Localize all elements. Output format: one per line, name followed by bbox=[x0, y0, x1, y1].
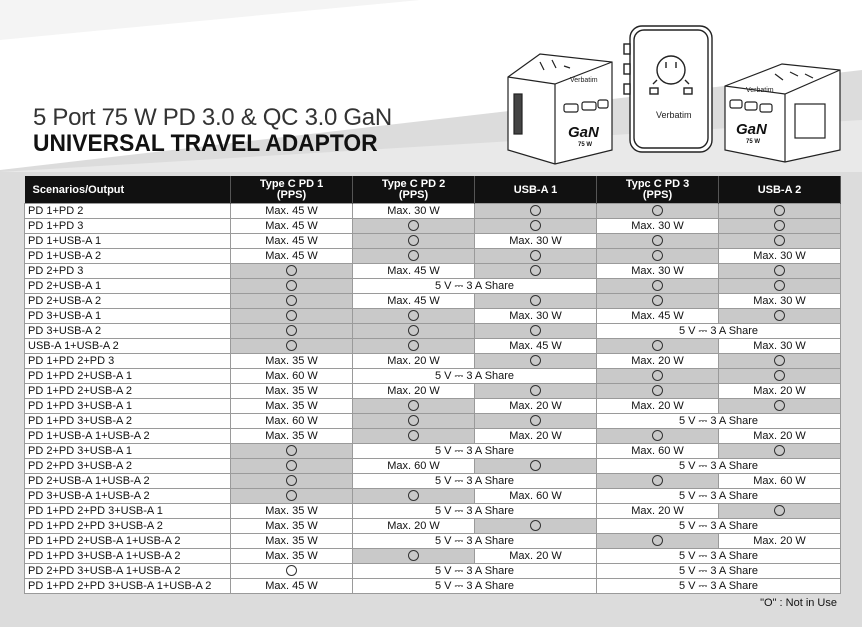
table-row bbox=[25, 504, 841, 519]
not-in-use-cell bbox=[475, 324, 597, 339]
output-value-cell: Max. 60 W bbox=[597, 444, 719, 459]
not-in-use-cell bbox=[353, 549, 475, 564]
not-in-use-cell bbox=[475, 414, 597, 429]
not-in-use-cell bbox=[231, 264, 353, 279]
table-row bbox=[25, 339, 841, 354]
output-value-cell: Max. 60 W bbox=[353, 459, 475, 474]
not-in-use-circle-icon bbox=[652, 475, 663, 486]
not-in-use-circle-icon bbox=[286, 340, 297, 351]
not-in-use-circle-icon bbox=[652, 235, 663, 246]
table-row bbox=[25, 579, 841, 594]
output-value-cell: Max. 35 W bbox=[231, 354, 353, 369]
not-in-use-cell bbox=[353, 429, 475, 444]
not-in-use-circle-icon bbox=[286, 490, 297, 501]
not-in-use-cell bbox=[231, 339, 353, 354]
not-in-use-circle-icon bbox=[408, 430, 419, 441]
not-in-use-cell bbox=[353, 489, 475, 504]
not-in-use-circle-icon bbox=[286, 310, 297, 321]
brand-text-right: Verbatim bbox=[746, 87, 774, 94]
output-value-cell: Max. 30 W bbox=[719, 294, 841, 309]
not-in-use-cell bbox=[597, 369, 719, 384]
not-in-use-cell bbox=[719, 504, 841, 519]
output-value-cell: Max. 20 W bbox=[475, 399, 597, 414]
output-value-cell: Max. 30 W bbox=[597, 219, 719, 234]
output-value-cell: Max. 45 W bbox=[597, 309, 719, 324]
not-in-use-cell bbox=[597, 429, 719, 444]
not-in-use-circle-icon bbox=[530, 250, 541, 261]
column-header: USB-A 1 bbox=[475, 176, 597, 204]
column-header: USB-A 2 bbox=[719, 176, 841, 204]
not-in-use-cell bbox=[475, 264, 597, 279]
not-in-use-circle-icon bbox=[286, 565, 297, 576]
scenario-label: PD 3+USB-A 1+USB-A 2 bbox=[25, 489, 231, 504]
table-row bbox=[25, 519, 841, 534]
scenario-label: PD 1+PD 3 bbox=[25, 219, 231, 234]
not-in-use-cell bbox=[475, 354, 597, 369]
not-in-use-circle-icon bbox=[408, 220, 419, 231]
not-in-use-circle-icon bbox=[408, 340, 419, 351]
output-value-cell: Max. 20 W bbox=[353, 519, 475, 534]
not-in-use-cell bbox=[231, 489, 353, 504]
not-in-use-circle-icon bbox=[652, 280, 663, 291]
table-row bbox=[25, 204, 841, 219]
output-value-cell: Max. 30 W bbox=[475, 234, 597, 249]
not-in-use-cell bbox=[475, 519, 597, 534]
adapter-middle-image bbox=[624, 26, 712, 152]
not-in-use-circle-icon bbox=[286, 325, 297, 336]
gan-logo-right: GaN bbox=[736, 121, 767, 138]
scenario-label: PD 2+USB-A 2 bbox=[25, 294, 231, 309]
output-value-cell: Max. 20 W bbox=[597, 399, 719, 414]
not-in-use-cell bbox=[231, 459, 353, 474]
product-illustration bbox=[500, 22, 845, 167]
not-in-use-circle-icon bbox=[408, 235, 419, 246]
not-in-use-cell bbox=[475, 384, 597, 399]
not-in-use-cell bbox=[353, 309, 475, 324]
not-in-use-cell bbox=[719, 219, 841, 234]
column-header: Type C PD 1 (PPS) bbox=[231, 176, 353, 204]
output-value-cell: 5 V ⎓ 3 A Share bbox=[353, 504, 597, 519]
scenario-label: PD 1+PD 2+USB-A 1+USB-A 2 bbox=[25, 534, 231, 549]
not-in-use-cell bbox=[475, 219, 597, 234]
not-in-use-cell bbox=[231, 564, 353, 579]
not-in-use-cell bbox=[597, 204, 719, 219]
output-value-cell: Max. 45 W bbox=[353, 294, 475, 309]
scenario-label: PD 2+USB-A 1+USB-A 2 bbox=[25, 474, 231, 489]
scenario-label: PD 2+PD 3+USB-A 2 bbox=[25, 459, 231, 474]
not-in-use-cell bbox=[475, 204, 597, 219]
not-in-use-circle-icon bbox=[652, 535, 663, 546]
not-in-use-cell bbox=[353, 324, 475, 339]
column-header: Type C PD 2 (PPS) bbox=[353, 176, 475, 204]
table-row bbox=[25, 234, 841, 249]
output-value-cell: Max. 30 W bbox=[719, 249, 841, 264]
not-in-use-cell bbox=[719, 204, 841, 219]
not-in-use-cell bbox=[719, 309, 841, 324]
not-in-use-cell bbox=[719, 369, 841, 384]
output-value-cell: Max. 35 W bbox=[231, 519, 353, 534]
not-in-use-circle-icon bbox=[652, 430, 663, 441]
adapter-left-image bbox=[508, 54, 612, 164]
brand-text-middle: Verbatim bbox=[656, 110, 692, 120]
not-in-use-circle-icon bbox=[530, 355, 541, 366]
output-value-cell: 5 V ⎓ 3 A Share bbox=[597, 489, 841, 504]
not-in-use-cell bbox=[597, 474, 719, 489]
output-value-cell: 5 V ⎓ 3 A Share bbox=[597, 579, 841, 594]
not-in-use-circle-icon bbox=[652, 205, 663, 216]
table-row bbox=[25, 489, 841, 504]
not-in-use-cell bbox=[597, 234, 719, 249]
output-value-cell: Max. 20 W bbox=[597, 354, 719, 369]
table-row bbox=[25, 219, 841, 234]
not-in-use-circle-icon bbox=[286, 280, 297, 291]
not-in-use-circle-icon bbox=[530, 385, 541, 396]
scenario-label: PD 1+PD 2+PD 3 bbox=[25, 354, 231, 369]
not-in-use-circle-icon bbox=[530, 295, 541, 306]
output-value-cell: Max. 60 W bbox=[475, 489, 597, 504]
not-in-use-circle-icon bbox=[530, 265, 541, 276]
output-value-cell: Max. 20 W bbox=[353, 384, 475, 399]
not-in-use-circle-icon bbox=[774, 370, 785, 381]
output-value-cell: Max. 20 W bbox=[475, 429, 597, 444]
not-in-use-cell bbox=[719, 399, 841, 414]
scenario-label: PD 1+PD 3+USB-A 2 bbox=[25, 414, 231, 429]
not-in-use-cell bbox=[353, 399, 475, 414]
footnote-legend: "O" : Not in Use bbox=[760, 597, 837, 609]
output-value-cell: Max. 45 W bbox=[475, 339, 597, 354]
not-in-use-cell bbox=[353, 339, 475, 354]
output-value-cell: Max. 20 W bbox=[475, 549, 597, 564]
output-value-cell: 5 V ⎓ 3 A Share bbox=[353, 369, 597, 384]
output-value-cell: Max. 45 W bbox=[231, 234, 353, 249]
output-value-cell: Max. 20 W bbox=[719, 534, 841, 549]
not-in-use-circle-icon bbox=[408, 490, 419, 501]
table-row bbox=[25, 384, 841, 399]
table-body bbox=[25, 204, 841, 594]
not-in-use-cell bbox=[475, 249, 597, 264]
output-value-cell: Max. 60 W bbox=[719, 474, 841, 489]
scenario-label: PD 2+PD 3 bbox=[25, 264, 231, 279]
scenario-label: PD 1+USB-A 1+USB-A 2 bbox=[25, 429, 231, 444]
brand-text-left: Verbatim bbox=[570, 77, 598, 84]
not-in-use-circle-icon bbox=[530, 220, 541, 231]
scenario-label: PD 1+PD 2+USB-A 1 bbox=[25, 369, 231, 384]
title-block bbox=[33, 104, 396, 158]
not-in-use-cell bbox=[597, 534, 719, 549]
gan-logo-left: GaN bbox=[568, 124, 599, 141]
output-value-cell: Max. 35 W bbox=[231, 504, 353, 519]
not-in-use-circle-icon bbox=[774, 280, 785, 291]
table-row bbox=[25, 444, 841, 459]
not-in-use-cell bbox=[231, 324, 353, 339]
output-value-cell: 5 V ⎓ 3 A Share bbox=[353, 279, 597, 294]
not-in-use-circle-icon bbox=[774, 235, 785, 246]
not-in-use-cell bbox=[597, 339, 719, 354]
not-in-use-circle-icon bbox=[652, 250, 663, 261]
not-in-use-cell bbox=[719, 279, 841, 294]
scenario-label: PD 2+PD 3+USB-A 1+USB-A 2 bbox=[25, 564, 231, 579]
not-in-use-circle-icon bbox=[774, 505, 785, 516]
output-value-cell: 5 V ⎓ 3 A Share bbox=[597, 519, 841, 534]
output-value-cell: Max. 45 W bbox=[231, 249, 353, 264]
output-value-cell: Max. 20 W bbox=[597, 504, 719, 519]
scenario-label: USB-A 1+USB-A 2 bbox=[25, 339, 231, 354]
not-in-use-cell bbox=[597, 249, 719, 264]
output-value-cell: Max. 20 W bbox=[719, 429, 841, 444]
output-value-cell: Max. 20 W bbox=[719, 384, 841, 399]
output-value-cell: Max. 60 W bbox=[231, 369, 353, 384]
not-in-use-cell bbox=[719, 234, 841, 249]
not-in-use-circle-icon bbox=[774, 400, 785, 411]
not-in-use-cell bbox=[353, 234, 475, 249]
output-value-cell: 5 V ⎓ 3 A Share bbox=[597, 549, 841, 564]
gan-watt-left: 75 W bbox=[578, 142, 593, 148]
scenario-label: PD 1+PD 3+USB-A 1+USB-A 2 bbox=[25, 549, 231, 564]
output-value-cell: Max. 30 W bbox=[353, 204, 475, 219]
scenario-label: PD 3+USB-A 2 bbox=[25, 324, 231, 339]
table-row bbox=[25, 459, 841, 474]
not-in-use-cell bbox=[231, 309, 353, 324]
output-value-cell: 5 V ⎓ 3 A Share bbox=[597, 414, 841, 429]
output-value-cell: Max. 35 W bbox=[231, 429, 353, 444]
table-row bbox=[25, 294, 841, 309]
scenario-label: PD 1+PD 3+USB-A 1 bbox=[25, 399, 231, 414]
output-value-cell: Max. 35 W bbox=[231, 534, 353, 549]
page-subtitle: 5 Port 75 W PD 3.0 & QC 3.0 GaN bbox=[33, 104, 392, 131]
column-header: Scenarios/Output bbox=[25, 176, 231, 204]
not-in-use-cell bbox=[231, 279, 353, 294]
output-value-cell: 5 V ⎓ 3 A Share bbox=[353, 564, 597, 579]
gan-watt-right: 75 W bbox=[746, 139, 761, 145]
not-in-use-cell bbox=[231, 294, 353, 309]
output-value-cell: 5 V ⎓ 3 A Share bbox=[597, 324, 841, 339]
not-in-use-circle-icon bbox=[652, 385, 663, 396]
table-row bbox=[25, 399, 841, 414]
scenario-label: PD 1+USB-A 1 bbox=[25, 234, 231, 249]
table-row bbox=[25, 534, 841, 549]
not-in-use-circle-icon bbox=[530, 460, 541, 471]
not-in-use-circle-icon bbox=[774, 265, 785, 276]
not-in-use-cell bbox=[597, 294, 719, 309]
not-in-use-circle-icon bbox=[286, 445, 297, 456]
not-in-use-cell bbox=[353, 249, 475, 264]
output-value-cell: 5 V ⎓ 3 A Share bbox=[597, 564, 841, 579]
not-in-use-circle-icon bbox=[652, 370, 663, 381]
column-header: Typc C PD 3 (PPS) bbox=[597, 176, 719, 204]
adapter-right-image bbox=[725, 64, 840, 162]
output-value-cell: Max. 35 W bbox=[231, 549, 353, 564]
scenario-label: PD 1+PD 2+PD 3+USB-A 1+USB-A 2 bbox=[25, 579, 231, 594]
output-value-cell: Max. 35 W bbox=[231, 399, 353, 414]
output-value-cell: Max. 35 W bbox=[231, 384, 353, 399]
not-in-use-cell bbox=[597, 279, 719, 294]
not-in-use-circle-icon bbox=[286, 295, 297, 306]
not-in-use-cell bbox=[231, 474, 353, 489]
output-value-cell: Max. 20 W bbox=[353, 354, 475, 369]
not-in-use-circle-icon bbox=[408, 325, 419, 336]
table-row bbox=[25, 369, 841, 384]
not-in-use-circle-icon bbox=[286, 265, 297, 276]
output-value-cell: Max. 60 W bbox=[231, 414, 353, 429]
not-in-use-circle-icon bbox=[774, 220, 785, 231]
not-in-use-circle-icon bbox=[652, 340, 663, 351]
table-row bbox=[25, 429, 841, 444]
scenario-label: PD 3+USB-A 1 bbox=[25, 309, 231, 324]
output-value-cell: Max. 30 W bbox=[597, 264, 719, 279]
table-row bbox=[25, 324, 841, 339]
not-in-use-circle-icon bbox=[286, 460, 297, 471]
not-in-use-circle-icon bbox=[774, 310, 785, 321]
not-in-use-circle-icon bbox=[774, 205, 785, 216]
scenario-label: PD 2+USB-A 1 bbox=[25, 279, 231, 294]
not-in-use-circle-icon bbox=[530, 415, 541, 426]
not-in-use-circle-icon bbox=[530, 520, 541, 531]
not-in-use-cell bbox=[231, 444, 353, 459]
not-in-use-cell bbox=[597, 384, 719, 399]
table-row bbox=[25, 549, 841, 564]
not-in-use-cell bbox=[353, 414, 475, 429]
scenario-label: PD 1+PD 2+PD 3+USB-A 1 bbox=[25, 504, 231, 519]
output-value-cell: 5 V ⎓ 3 A Share bbox=[597, 459, 841, 474]
not-in-use-circle-icon bbox=[652, 295, 663, 306]
scenario-label: PD 1+USB-A 2 bbox=[25, 249, 231, 264]
output-value-cell: 5 V ⎓ 3 A Share bbox=[353, 444, 597, 459]
scenario-label: PD 1+PD 2 bbox=[25, 204, 231, 219]
output-value-cell: Max. 45 W bbox=[231, 204, 353, 219]
scenario-label: PD 1+PD 2+USB-A 2 bbox=[25, 384, 231, 399]
table-row bbox=[25, 249, 841, 264]
output-value-cell: Max. 45 W bbox=[231, 579, 353, 594]
not-in-use-cell bbox=[719, 354, 841, 369]
not-in-use-circle-icon bbox=[286, 475, 297, 486]
not-in-use-circle-icon bbox=[530, 205, 541, 216]
not-in-use-circle-icon bbox=[408, 400, 419, 411]
not-in-use-cell bbox=[719, 444, 841, 459]
output-value-cell: 5 V ⎓ 3 A Share bbox=[353, 474, 597, 489]
page-title: UNIVERSAL TRAVEL ADAPTOR bbox=[33, 130, 378, 157]
output-value-cell: Max. 30 W bbox=[719, 339, 841, 354]
table-row bbox=[25, 354, 841, 369]
output-value-cell: 5 V ⎓ 3 A Share bbox=[353, 534, 597, 549]
not-in-use-cell bbox=[719, 264, 841, 279]
not-in-use-circle-icon bbox=[530, 325, 541, 336]
not-in-use-circle-icon bbox=[408, 310, 419, 321]
not-in-use-cell bbox=[475, 294, 597, 309]
output-value-cell: 5 V ⎓ 3 A Share bbox=[353, 579, 597, 594]
table-row bbox=[25, 564, 841, 579]
not-in-use-circle-icon bbox=[408, 415, 419, 426]
table-row bbox=[25, 309, 841, 324]
table-row bbox=[25, 264, 841, 279]
output-value-cell: Max. 45 W bbox=[353, 264, 475, 279]
table-header-row bbox=[25, 176, 841, 204]
table-row bbox=[25, 414, 841, 429]
table-row bbox=[25, 474, 841, 489]
not-in-use-cell bbox=[353, 219, 475, 234]
scenario-label: PD 1+PD 2+PD 3+USB-A 2 bbox=[25, 519, 231, 534]
not-in-use-cell bbox=[475, 459, 597, 474]
scenario-label: PD 2+PD 3+USB-A 1 bbox=[25, 444, 231, 459]
not-in-use-circle-icon bbox=[774, 355, 785, 366]
power-distribution-table bbox=[24, 176, 841, 594]
not-in-use-circle-icon bbox=[408, 550, 419, 561]
not-in-use-circle-icon bbox=[408, 250, 419, 261]
output-value-cell: Max. 45 W bbox=[231, 219, 353, 234]
output-value-cell: Max. 30 W bbox=[475, 309, 597, 324]
not-in-use-circle-icon bbox=[774, 445, 785, 456]
table-row bbox=[25, 279, 841, 294]
